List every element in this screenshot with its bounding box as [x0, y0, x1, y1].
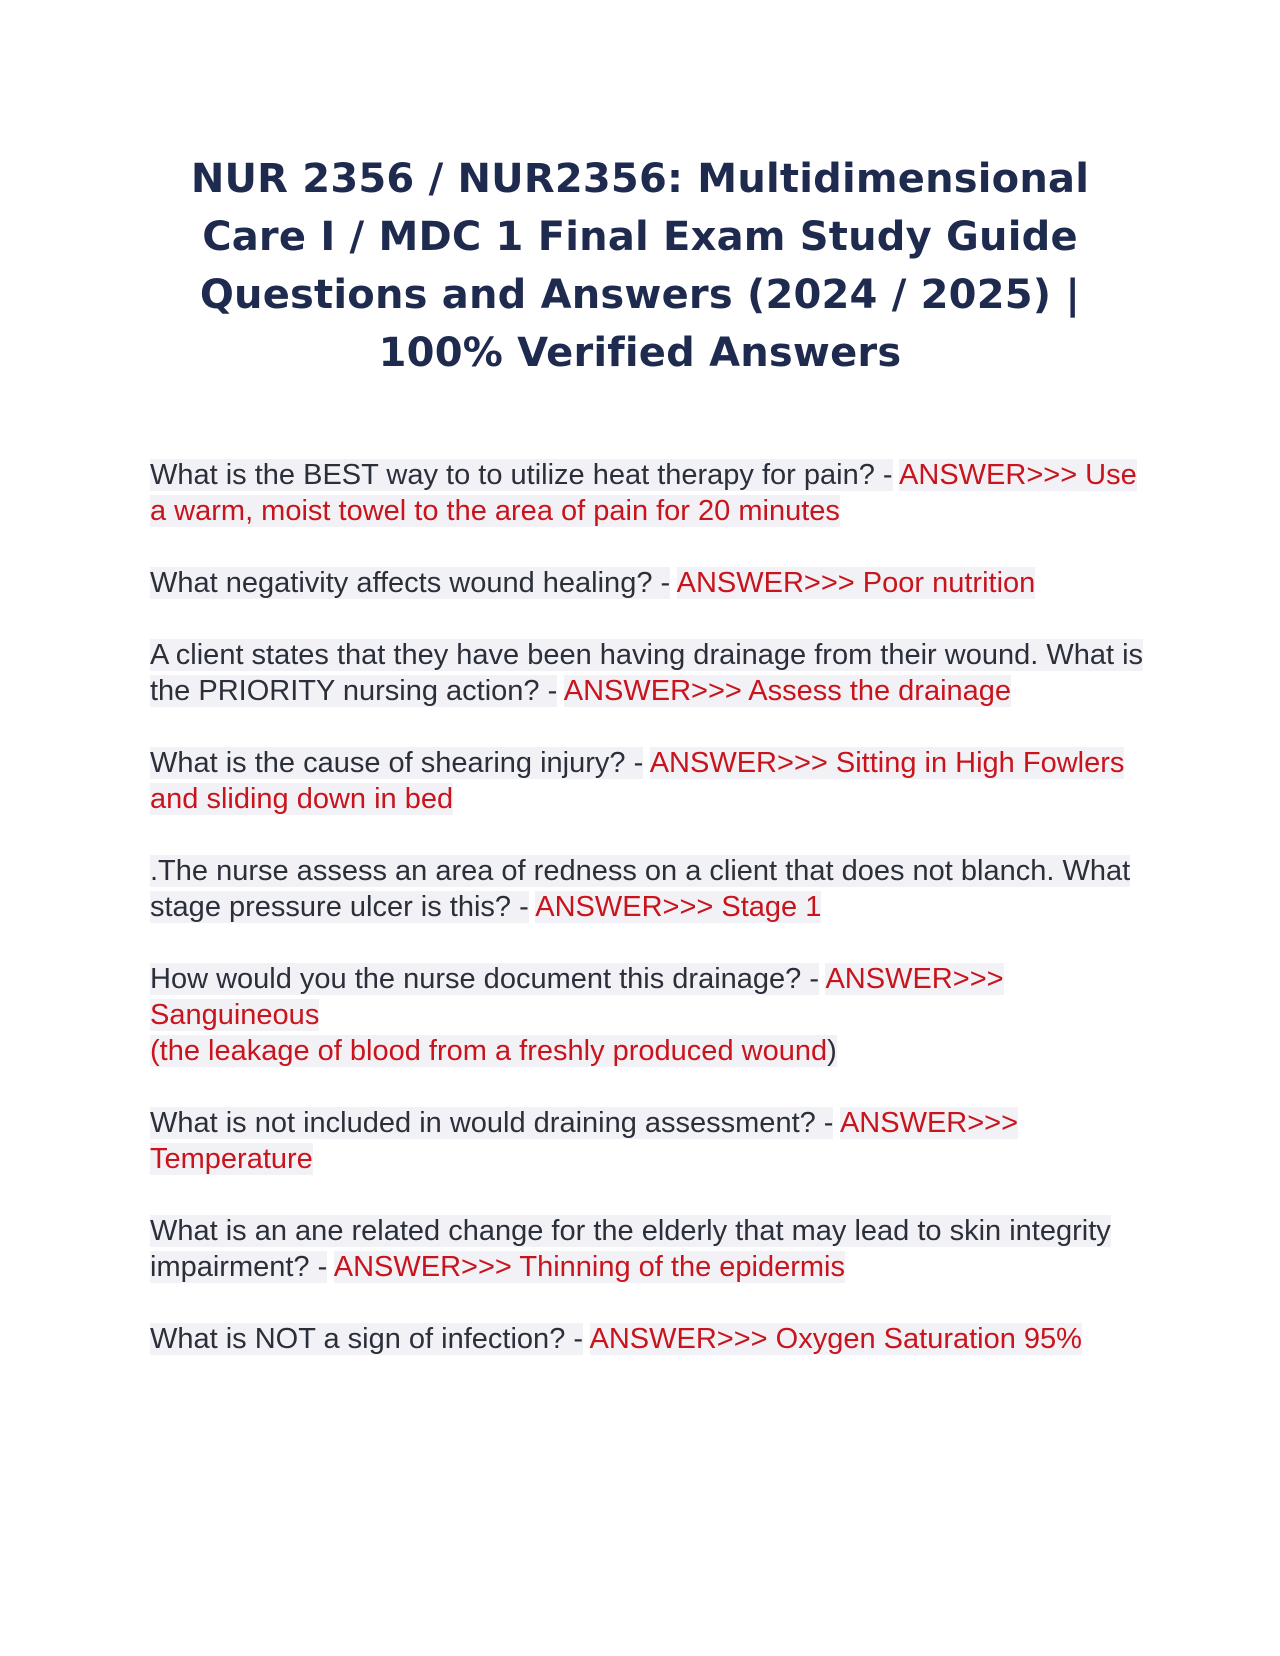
answer-note-closing: ) — [827, 1035, 837, 1067]
answer-text: ANSWER>>> Use a warm, moist towel to the area of pain for 20 minutes — [150, 459, 1137, 527]
qa-item-4 — [150, 745, 1150, 817]
question-text: What is not included in would draining assessment? - — [150, 1107, 834, 1139]
answer-text: ANSWER>>> Sitting in High Fowlers and sliding down in bed — [150, 747, 1125, 815]
answer-text: ANSWER>>> Stage 1 — [535, 891, 822, 923]
qa-item-7 — [150, 1105, 1150, 1177]
question-text: What is the BEST way to to utilize heat therapy for pain? - — [150, 459, 893, 491]
answer-text: ANSWER>>> Sanguineous — [150, 963, 1004, 1031]
qa-item-1 — [150, 457, 1150, 529]
answer-text: ANSWER>>> Thinning of the epidermis — [333, 1251, 846, 1283]
qa-item-9 — [150, 1321, 1150, 1357]
qa-item-2 — [150, 565, 1150, 601]
question-text: What is the cause of shearing injury? - — [150, 747, 644, 779]
qa-item-5 — [150, 853, 1150, 925]
answer-text: ANSWER>>> Poor nutrition — [676, 567, 1036, 599]
answer-note-text: (the leakage of blood from a freshly produced wound — [150, 1035, 828, 1067]
qa-list — [150, 457, 1150, 1393]
question-text: How would you the nurse document this drainage? - — [150, 963, 819, 995]
answer-text: ANSWER>>> Temperature — [150, 1107, 1019, 1175]
answer-text: ANSWER>>> Oxygen Saturation 95% — [589, 1323, 1082, 1355]
qa-item-8 — [150, 1213, 1150, 1285]
question-text: What is NOT a sign of infection? - — [150, 1323, 584, 1355]
question-text: A client states that they have been having drainage from their wound. What is the PRIORITY nursing action? - — [150, 639, 1144, 707]
question-text: What is an ane related change for the elderly that may lead to skin integrity impairment? - — [150, 1215, 1111, 1283]
document-title: NUR 2356 / NUR2356: Multidimensional Care I / MDC 1 Final Exam Study Guide Questions and Answers (2024 / 2025) | 100% Verified Answers — [190, 156, 1090, 376]
answer-text: ANSWER>>> Assess the drainage — [563, 675, 1012, 707]
question-text: .The nurse assess an area of redness on a client that does not blanch. What stage pressure ulcer is this? - — [150, 855, 1131, 923]
question-text: What negativity affects wound healing? - — [150, 567, 671, 599]
qa-item-6 — [150, 961, 1150, 1069]
qa-item-3 — [150, 637, 1150, 709]
